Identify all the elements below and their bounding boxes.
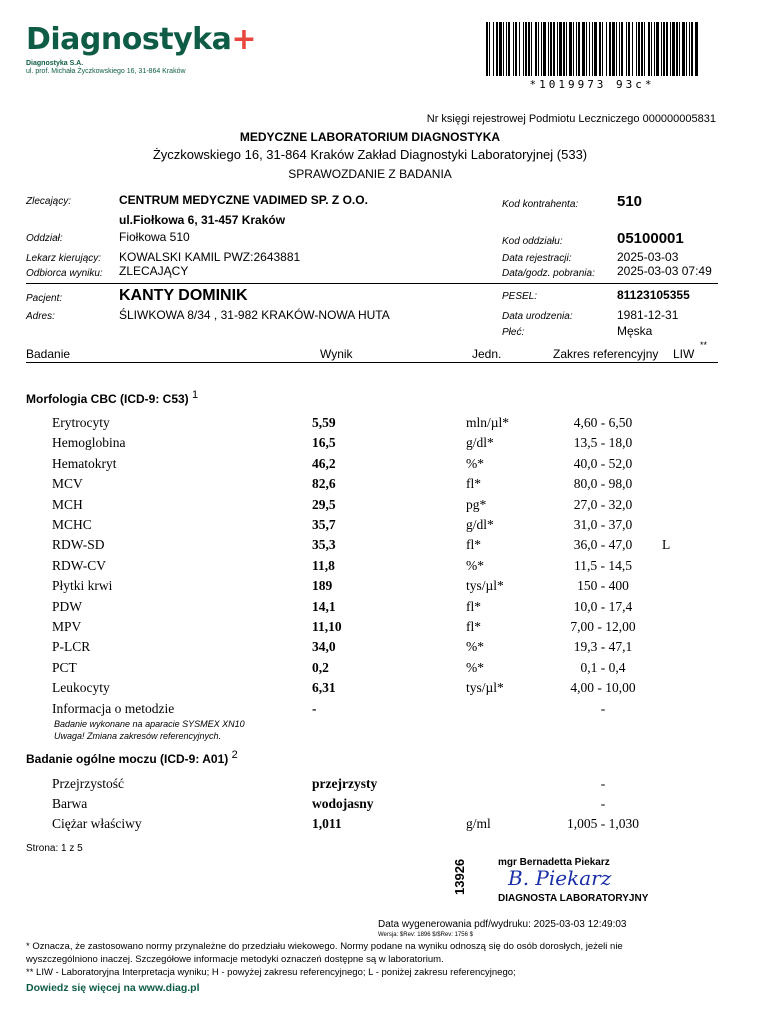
test-range: 0,1 - 0,4 bbox=[580, 659, 626, 675]
test-range: - bbox=[600, 700, 606, 716]
barcode-bar bbox=[578, 22, 580, 76]
sex-value: Męska bbox=[617, 324, 653, 338]
barcode-bar bbox=[569, 22, 572, 76]
more-info-link[interactable]: Dowiedz się więcej na www.diag.pl bbox=[26, 982, 200, 994]
company-address: ul. prof. Michała Życzkowskiego 16, 31-864 Kraków bbox=[26, 68, 186, 75]
method-note: Badanie wykonane na aparacie SYSMEX XN10 bbox=[54, 719, 245, 729]
birth-label: Data urodzenia: bbox=[502, 311, 573, 322]
barcode-bar bbox=[628, 22, 630, 76]
test-result: 46,2 bbox=[312, 455, 336, 471]
test-name: RDW-CV bbox=[52, 557, 106, 573]
test-unit: fl* bbox=[466, 619, 481, 634]
test-range: 7,00 - 12,00 bbox=[570, 619, 636, 634]
divider bbox=[26, 283, 718, 284]
register-number: Nr księgi rejestrowej Podmiotu Leczniczego 000000005831 bbox=[426, 113, 716, 125]
barcode-bar bbox=[543, 22, 546, 76]
test-result: 1,011 bbox=[312, 816, 342, 832]
test-name: Przejrzystość bbox=[52, 776, 124, 791]
test-result: 0,2 bbox=[312, 659, 329, 675]
signature-image: B. Piekarz bbox=[508, 866, 612, 890]
barcode-bar bbox=[636, 22, 637, 76]
test-name: Informacja o metodzie bbox=[52, 700, 175, 716]
barcode-bar bbox=[612, 22, 615, 76]
ordering-label: Zlecający: bbox=[26, 196, 72, 207]
test-result: 34,0 bbox=[312, 639, 336, 655]
barcode-bar bbox=[515, 22, 517, 76]
test-range: 31,0 - 37,0 bbox=[573, 517, 633, 532]
barcode-bar bbox=[651, 22, 652, 76]
lab-name: MEDYCZNE LABORATORIUM DIAGNOSTYKA bbox=[239, 130, 501, 144]
recipient-value: ZLECAJĄCY bbox=[119, 264, 189, 278]
test-name: Ciężar właściwy bbox=[52, 816, 142, 832]
barcode-bar bbox=[506, 22, 507, 76]
test-result: wodojasny bbox=[312, 796, 374, 812]
test-name: Hematokryt bbox=[52, 455, 117, 471]
barcode-bar bbox=[563, 22, 565, 76]
test-name: MCHC bbox=[52, 517, 92, 532]
test-range: 40,0 - 52,0 bbox=[573, 455, 633, 471]
test-name: MCV bbox=[52, 476, 83, 492]
recipient-label: Odbiorca wyniku: bbox=[26, 268, 103, 279]
test-range: 1,005 - 1,030 bbox=[567, 816, 639, 832]
test-result: przejrzysty bbox=[312, 776, 378, 791]
logo-plus-icon: + bbox=[231, 22, 256, 57]
test-name: Hemoglobina bbox=[52, 435, 126, 451]
barcode-bar bbox=[599, 22, 601, 76]
barcode-bar bbox=[592, 22, 593, 76]
test-result: 5,59 bbox=[312, 415, 336, 430]
section-title: Morfologia CBC (ICD-9: C53) $^1$ bbox=[26, 389, 199, 406]
pesel-value: 81123105355 bbox=[617, 288, 690, 302]
col-header-range: Zakres referencyjny bbox=[553, 347, 659, 361]
barcode-bar bbox=[576, 22, 577, 76]
test-name: MCH bbox=[52, 496, 83, 512]
contractor-code-value: 510 bbox=[617, 193, 643, 210]
barcode-bar bbox=[676, 22, 678, 76]
barcode-bar bbox=[609, 22, 611, 76]
birth-value: 1981-12-31 bbox=[617, 308, 679, 322]
barcode-bar bbox=[641, 22, 643, 76]
barcode-bar bbox=[654, 22, 655, 76]
barcode-bar bbox=[559, 22, 562, 76]
col-header-liw: LIW bbox=[673, 347, 695, 361]
barcode-bar bbox=[606, 22, 607, 76]
test-result: 11,8 bbox=[312, 557, 335, 573]
dept-value: Fiołkowa 510 bbox=[119, 230, 190, 244]
footnote: wyszczególniono inaczej. Szczegółowe informacje metodyki oznaczeń dostępne są w laboratorium. bbox=[26, 954, 444, 965]
test-unit: %* bbox=[466, 455, 484, 471]
test-result: 11,10 bbox=[312, 619, 342, 634]
barcode-bar bbox=[523, 22, 524, 76]
test-range: 11,5 - 14,5 bbox=[574, 557, 632, 573]
barcode-bar bbox=[535, 22, 537, 76]
barcode-bar bbox=[499, 22, 502, 76]
test-result: 189 bbox=[312, 578, 333, 594]
barcode-bar bbox=[638, 22, 640, 76]
test-name: Płytki krwi bbox=[52, 578, 113, 594]
test-name: PDW bbox=[52, 598, 82, 614]
address-value: ŚLIWKOWA 8/34 , 31-982 KRAKÓW-NOWA HUTA bbox=[119, 308, 390, 322]
test-range: 19,3 - 47,1 bbox=[573, 639, 633, 655]
barcode-text: *1019973 93c* bbox=[529, 78, 655, 91]
barcode-bar bbox=[632, 22, 633, 76]
test-unit: g/ml bbox=[466, 816, 491, 832]
barcode-bar bbox=[541, 22, 542, 76]
test-result: - bbox=[312, 700, 317, 716]
barcode-bar bbox=[489, 22, 490, 76]
barcode-bar bbox=[582, 22, 585, 76]
test-unit: fl* bbox=[466, 476, 481, 492]
test-name: MPV bbox=[52, 619, 82, 634]
barcode-bar bbox=[656, 22, 659, 76]
company-logo: Diagnostyka+ bbox=[26, 22, 256, 57]
test-result: 35,7 bbox=[312, 517, 336, 532]
test-unit: %* bbox=[466, 639, 484, 655]
test-result: 16,5 bbox=[312, 435, 336, 451]
test-unit: %* bbox=[466, 557, 484, 573]
test-name: P-LCR bbox=[52, 639, 91, 655]
test-range: 10,0 - 17,4 bbox=[573, 598, 633, 614]
test-range: 4,00 - 10,00 bbox=[570, 680, 636, 696]
sex-label: Płeć: bbox=[502, 327, 525, 338]
test-name: Leukocyty bbox=[52, 680, 110, 696]
barcode-bar bbox=[519, 22, 520, 76]
barcode-bar bbox=[528, 22, 530, 76]
barcode-bar bbox=[594, 22, 597, 76]
test-range: 150 - 400 bbox=[577, 578, 629, 594]
barcode-bar bbox=[672, 22, 675, 76]
barcode-bar bbox=[493, 22, 494, 76]
barcode-bar bbox=[682, 22, 685, 76]
barcode-image bbox=[486, 22, 698, 76]
test-unit: mln/µl* bbox=[466, 415, 510, 430]
reg-date-value: 2025-03-03 bbox=[617, 250, 679, 264]
section-title: Badanie ogólne moczu (ICD-9: A01) $^2$ bbox=[26, 749, 238, 766]
test-range: - bbox=[600, 796, 606, 812]
test-result: 35,3 bbox=[312, 537, 336, 553]
generated-date: Data wygenerowania pdf/wydruku: 2025-03-03 12:49:03 bbox=[378, 919, 627, 930]
test-range: 27,0 - 32,0 bbox=[573, 496, 633, 512]
barcode-bar bbox=[616, 22, 617, 76]
barcode-bar bbox=[531, 22, 532, 76]
test-unit: fl* bbox=[466, 598, 481, 614]
stamp-number: 13926 bbox=[452, 858, 467, 895]
collect-value: 2025-03-03 07:49 bbox=[617, 264, 712, 278]
barcode-bar bbox=[496, 22, 498, 76]
doctor-value: KOWALSKI KAMIL PWZ:2643881 bbox=[119, 250, 301, 264]
barcode-bar bbox=[503, 22, 504, 76]
test-unit: fl* bbox=[466, 537, 481, 553]
barcode-bar bbox=[679, 22, 680, 76]
barcode-bar bbox=[586, 22, 587, 76]
test-result: 6,31 bbox=[312, 680, 336, 696]
test-range: 4,60 - 6,50 bbox=[573, 415, 633, 430]
barcode-bar bbox=[548, 22, 549, 76]
reg-date-label: Data rejestracji: bbox=[502, 253, 572, 264]
ordering-address: ul.Fiołkowa 6, 31-457 Kraków bbox=[119, 213, 286, 227]
barcode-bar bbox=[557, 22, 558, 76]
test-name: PCT bbox=[52, 659, 77, 675]
barcode-bar bbox=[513, 22, 514, 76]
patient-label: Pacjent: bbox=[26, 293, 63, 304]
report-title: SPRAWOZDANIE Z BADANIA bbox=[288, 167, 452, 181]
col-header-result: Wynik bbox=[320, 347, 353, 361]
lab-address: Życzkowskiego 16, 31-864 Kraków Zakład Diagnostyki Laboratoryjnej (533) bbox=[152, 147, 588, 162]
dept-label: Oddział: bbox=[26, 233, 63, 244]
dept-code-value: 05100001 bbox=[617, 230, 684, 247]
test-flag: L bbox=[662, 537, 671, 553]
page-number: Strona: 1 z 5 bbox=[26, 843, 83, 854]
footnote: * Oznacza, że zastosowano normy przynależne do przedziału wiekowego. Normy podane na wyniku odnoszą się do osób dorosłych, jeżeli nie bbox=[26, 941, 623, 952]
barcode-bar bbox=[566, 22, 567, 76]
test-unit: tys/µl* bbox=[466, 680, 504, 696]
barcode-bar bbox=[553, 22, 555, 76]
test-unit: tys/µl* bbox=[466, 578, 504, 594]
test-range: 80,0 - 98,0 bbox=[573, 476, 633, 492]
method-note: Uwaga! Zmiana zakresów referencyjnych. bbox=[54, 731, 222, 741]
barcode-bar bbox=[525, 22, 527, 76]
test-unit: g/dl* bbox=[466, 435, 494, 451]
test-range: 36,0 - 47,0 bbox=[573, 537, 633, 553]
test-name: Erytrocyty bbox=[52, 415, 110, 430]
company-name: Diagnostyka S.A. bbox=[26, 60, 84, 67]
address-label: Adres: bbox=[26, 311, 55, 322]
col-header-test: Badanie bbox=[26, 347, 71, 361]
barcode-bar bbox=[550, 22, 552, 76]
barcode-bar bbox=[695, 22, 698, 76]
barcode-bar bbox=[663, 22, 665, 76]
barcode-bar bbox=[626, 22, 627, 76]
barcode-bar bbox=[602, 22, 603, 76]
test-name: RDW-SD bbox=[52, 537, 105, 553]
test-unit: pg* bbox=[466, 496, 487, 512]
barcode-bar bbox=[508, 22, 510, 76]
test-unit: g/dl* bbox=[466, 517, 494, 532]
test-range: - bbox=[600, 776, 606, 791]
test-result: 29,5 bbox=[312, 496, 336, 512]
barcode-bar bbox=[661, 22, 662, 76]
barcode-bar bbox=[573, 22, 574, 76]
barcode-bar bbox=[691, 22, 693, 76]
test-result: 82,6 bbox=[312, 476, 336, 492]
signer-name: mgr Bernadetta Piekarz bbox=[498, 857, 610, 868]
contractor-code-label: Kod kontrahenta: bbox=[502, 199, 579, 210]
barcode-bar bbox=[644, 22, 645, 76]
barcode-bar bbox=[486, 22, 488, 76]
barcode-bar bbox=[689, 22, 690, 76]
test-unit: %* bbox=[466, 659, 484, 675]
barcode-bar bbox=[670, 22, 671, 76]
barcode-bar bbox=[538, 22, 539, 76]
version-info: Wersja: $Rev: 1896 $/$Rev: 1756 $ bbox=[378, 932, 473, 938]
footnote: ** LIW - Laboratoryjna Interpretacja wyniku; H - powyżej zakresu referencyjnego; L - poniżej zakresu referencyjnego; bbox=[26, 967, 516, 978]
divider bbox=[26, 362, 718, 363]
pesel-label: PESEL: bbox=[502, 291, 538, 302]
collect-label: Data/godz. pobrania: bbox=[502, 268, 595, 279]
barcode-bar bbox=[648, 22, 650, 76]
patient-name: KANTY DOMINIK bbox=[119, 287, 248, 304]
barcode-bar bbox=[666, 22, 668, 76]
doctor-label: Lekarz kierujący: bbox=[26, 253, 102, 264]
test-result: 14,1 bbox=[312, 598, 336, 614]
ordering-value: CENTRUM MEDYCZNE VADIMED SP. Z O.O. bbox=[119, 193, 368, 207]
test-name: Barwa bbox=[52, 796, 88, 812]
barcode-bar bbox=[589, 22, 590, 76]
dept-code-label: Kod oddziału: bbox=[502, 236, 563, 247]
col-header-liw-mark: ** bbox=[700, 340, 708, 350]
barcode-bar bbox=[686, 22, 687, 76]
col-header-unit: Jedn. bbox=[472, 347, 502, 361]
barcode-bar bbox=[621, 22, 623, 76]
barcode-bar bbox=[619, 22, 620, 76]
signer-title: DIAGNOSTA LABORATORYJNY bbox=[498, 893, 649, 904]
test-range: 13,5 - 18,0 bbox=[573, 435, 633, 451]
